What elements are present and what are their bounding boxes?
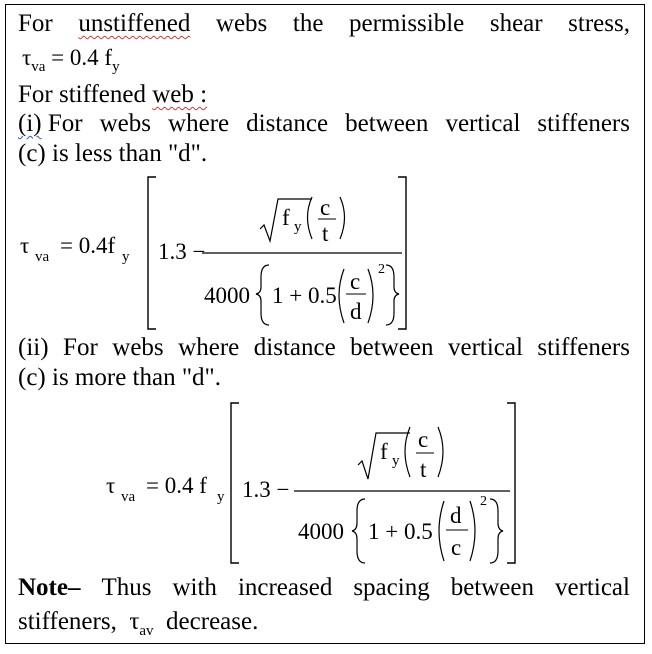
denominator-constant: 4000	[204, 283, 250, 308]
formula-rhs: = 0.4 f	[51, 45, 113, 70]
left-bracket	[231, 403, 239, 563]
left-paren	[339, 269, 344, 323]
word: between	[350, 334, 434, 361]
subscript: y	[392, 453, 400, 469]
word: vertical	[447, 334, 523, 361]
tau-symbol: τ	[129, 608, 140, 635]
word: between	[345, 110, 429, 137]
equation-1	[6, 173, 646, 335]
c-var: c	[418, 427, 429, 452]
word: with	[172, 574, 217, 601]
case1-line1	[18, 109, 630, 139]
tau-symbol: τ	[22, 45, 32, 70]
word: For	[18, 10, 53, 37]
coefficient: = 0.4 f	[146, 473, 207, 498]
word: distance	[246, 110, 329, 137]
one-plus: 1 + 0.5	[368, 519, 433, 544]
word: Thus	[101, 574, 152, 601]
content-box	[5, 4, 645, 644]
denominator-constant: 4000	[298, 519, 344, 544]
note-label: Note–	[18, 574, 81, 601]
unstiffened-formula	[22, 43, 120, 82]
word: (ii)	[18, 334, 49, 361]
word: permissible	[349, 10, 465, 37]
word: webs	[112, 334, 164, 361]
left-bracket	[148, 177, 156, 329]
right-brace	[386, 265, 399, 325]
word: shear	[489, 10, 543, 37]
right-paren	[438, 427, 443, 477]
word: between	[450, 574, 534, 601]
word: distance	[253, 334, 336, 361]
subscript: va	[121, 489, 136, 505]
constant: 1.3 −	[242, 477, 290, 502]
left-paren	[405, 427, 410, 477]
subscript: va	[35, 249, 50, 265]
case1-line2: (c) is less than "d".	[18, 140, 208, 167]
one-plus: 1 + 0.5	[272, 283, 337, 308]
left-paren	[308, 197, 313, 239]
case2-line1	[18, 333, 630, 363]
exponent: 2	[480, 494, 487, 509]
word: increased	[237, 574, 333, 601]
ratio-denominator: d	[350, 299, 362, 324]
subscript: y	[122, 249, 130, 265]
note-line1	[18, 573, 630, 603]
word: where	[178, 334, 240, 361]
f-var: f	[380, 439, 388, 464]
note-text: decrease.	[166, 608, 259, 635]
constant: 1.3 −	[158, 239, 206, 264]
ratio-numerator: d	[450, 503, 462, 528]
subscript: av	[139, 623, 154, 639]
right-paren	[368, 269, 373, 323]
word: vertical	[555, 574, 630, 601]
exponent: 2	[378, 262, 385, 277]
c-var: c	[320, 195, 331, 220]
left-brace	[352, 499, 365, 563]
word: the	[292, 10, 324, 37]
note-line2	[18, 607, 258, 646]
word: stress,	[568, 10, 630, 37]
right-bracket	[507, 403, 515, 563]
left-paren	[439, 501, 444, 561]
word: stiffeners	[537, 334, 630, 361]
word: For	[47, 110, 83, 137]
case2-line2: (c) is more than "d".	[18, 364, 221, 391]
word: spacing	[353, 574, 430, 601]
tau-symbol: τ	[106, 473, 116, 498]
subscript: y	[112, 59, 120, 75]
left-brace	[256, 265, 269, 325]
f-var: f	[282, 205, 290, 230]
stiffened-heading	[18, 80, 207, 110]
tau-symbol: τ	[20, 233, 30, 258]
t-var: t	[322, 221, 329, 246]
unstiffened-statement	[18, 9, 630, 39]
subscript: va	[31, 59, 46, 75]
word: For	[63, 334, 98, 361]
right-paren	[470, 501, 475, 561]
word-spellcheck: unstiffened	[78, 10, 191, 37]
subscript: y	[294, 219, 302, 235]
word: stiffeners	[537, 110, 630, 137]
coefficient: = 0.4f	[60, 233, 116, 258]
word: where	[168, 110, 230, 137]
ratio-denominator: c	[451, 535, 462, 560]
heading-text: For stiffened	[18, 81, 153, 108]
right-brace	[490, 499, 503, 563]
word: webs	[99, 110, 152, 137]
equation-2	[6, 397, 646, 567]
heading-underlined: web :	[152, 81, 208, 108]
t-var: t	[420, 457, 427, 482]
word: webs	[215, 10, 268, 37]
word: vertical	[445, 110, 521, 137]
right-paren	[340, 197, 345, 239]
ratio-numerator: c	[350, 269, 361, 294]
case-marker: (i)	[18, 110, 42, 137]
note-text: stiffeners,	[18, 608, 117, 635]
subscript: y	[217, 489, 225, 505]
